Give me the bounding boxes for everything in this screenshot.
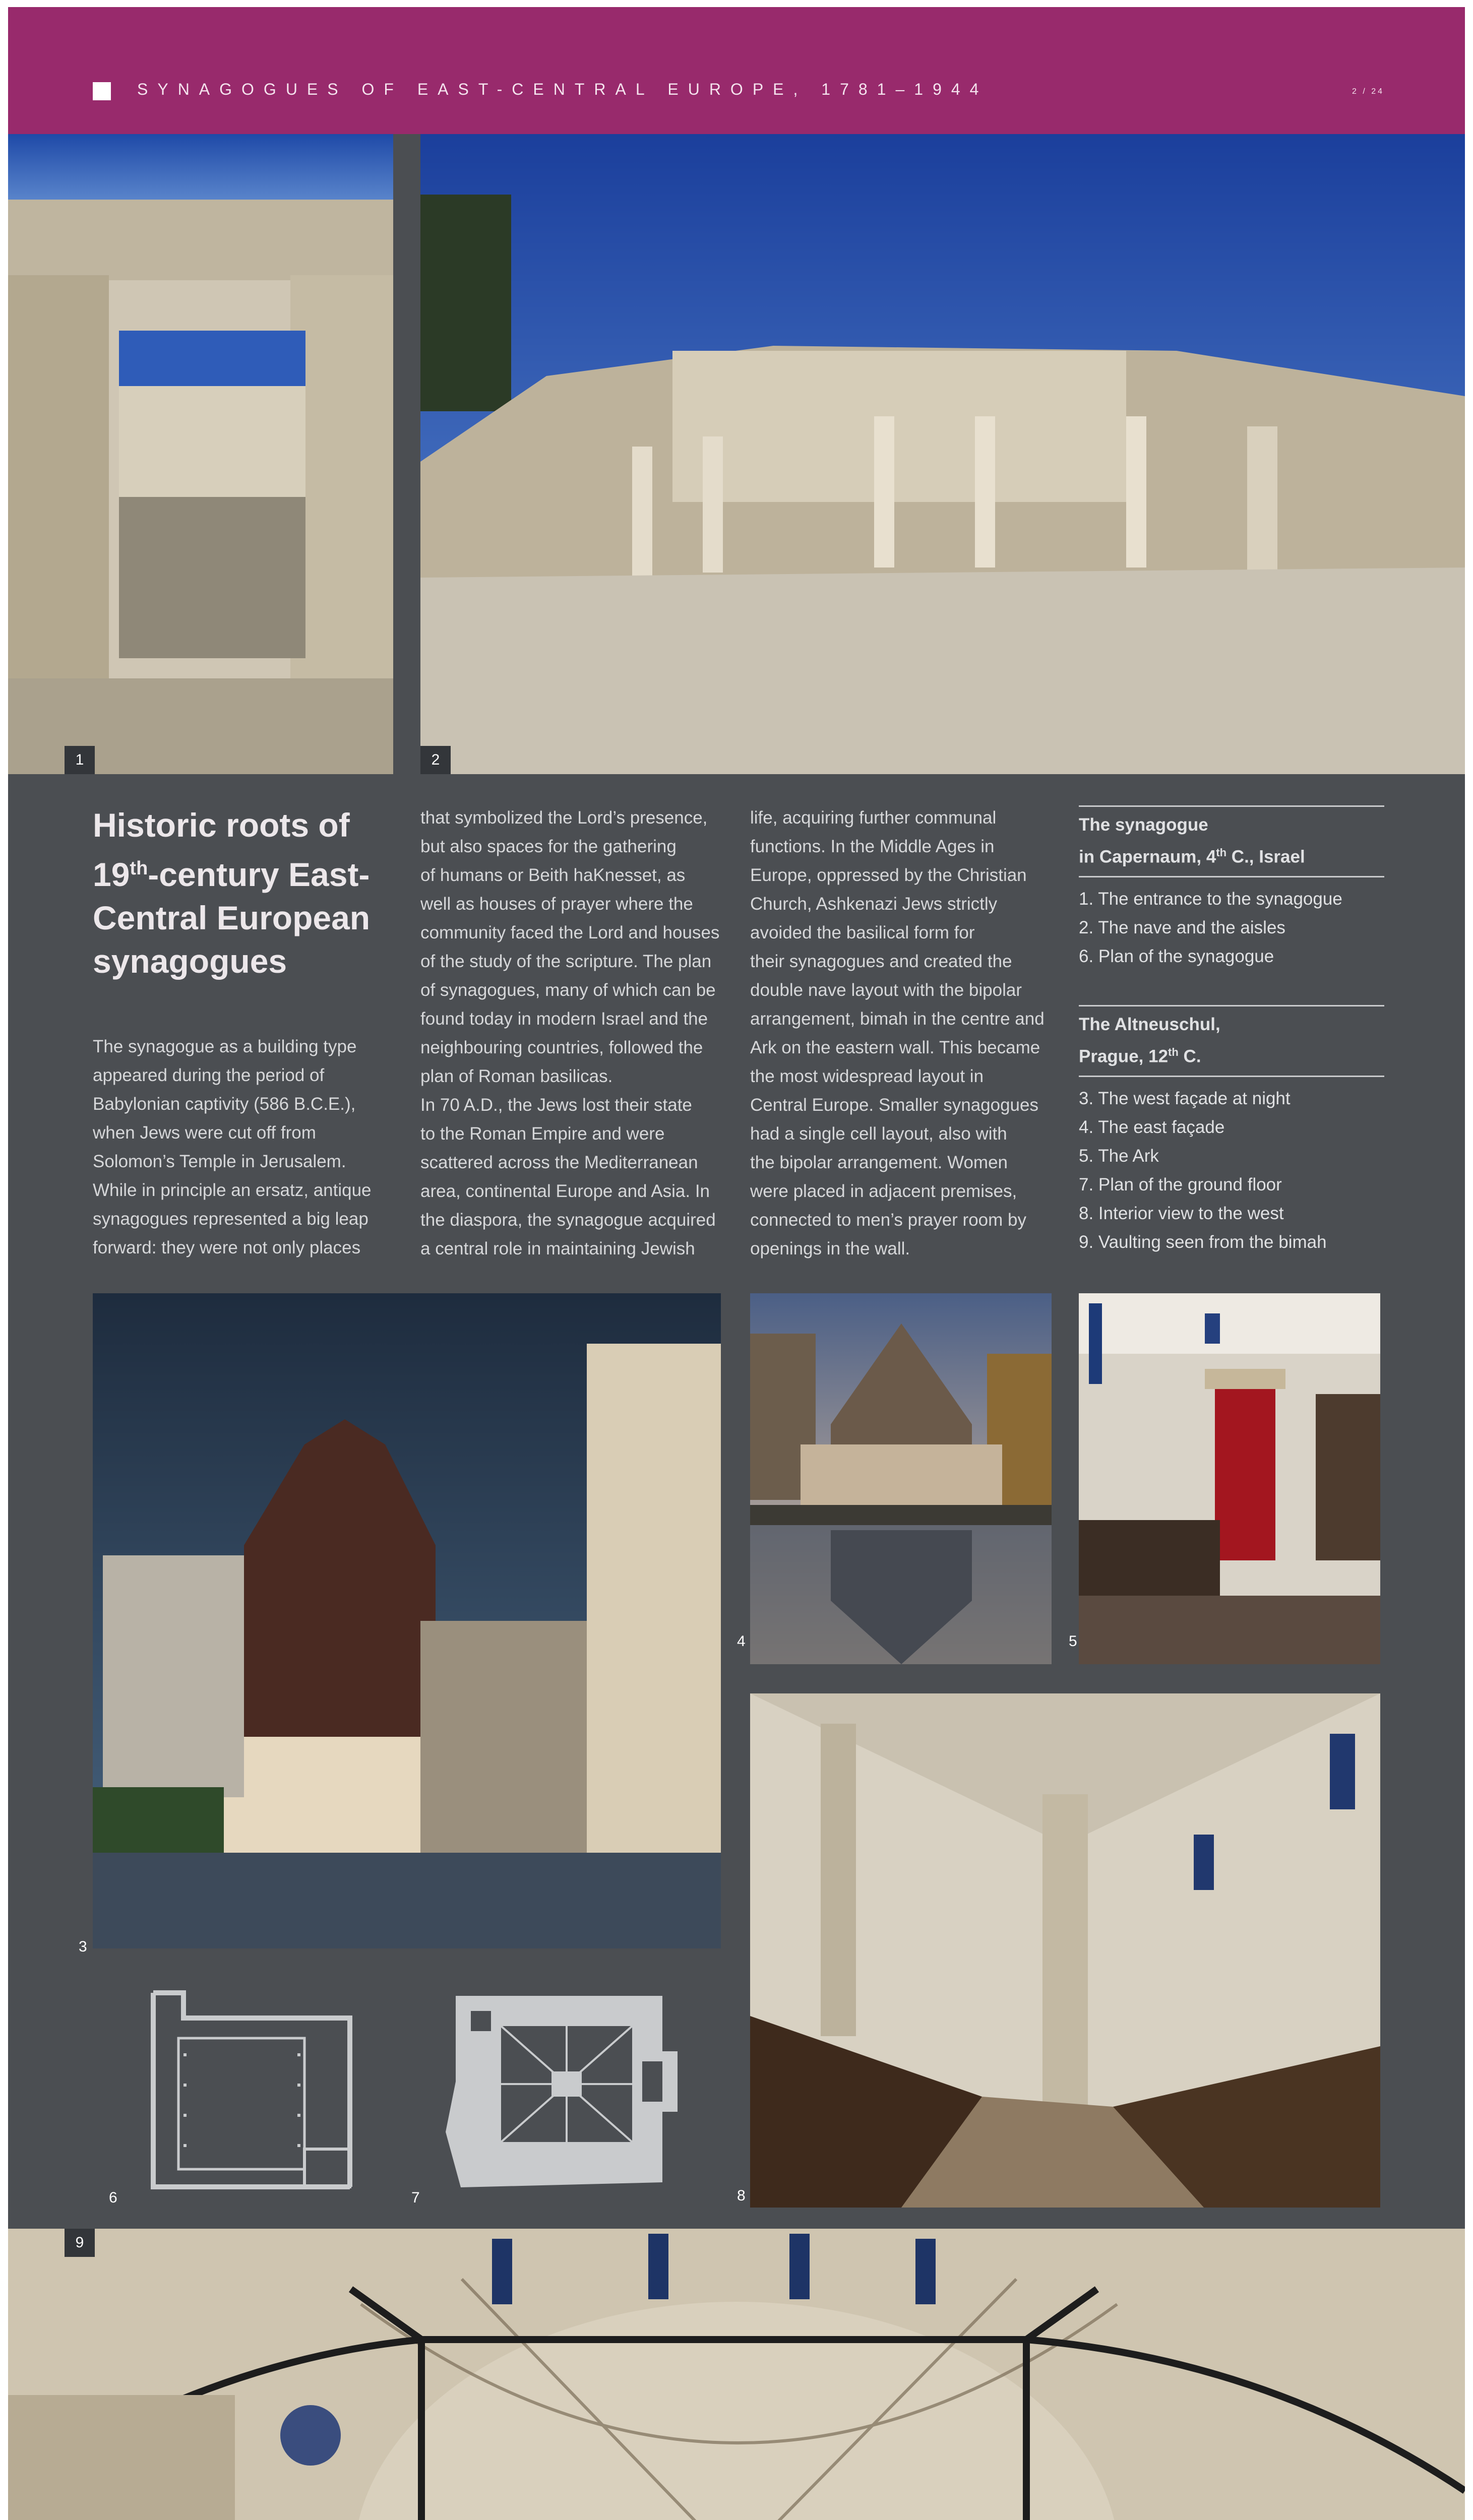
figure-number-5: 5	[1069, 1633, 1077, 1650]
legend-item: 2. The nave and the aisles	[1079, 917, 1285, 937]
figure-number-4: 4	[737, 1633, 746, 1650]
photo-altneuschul-ark	[1079, 1293, 1380, 1664]
legend-item: 9. Vaulting seen from the bimah	[1079, 1232, 1327, 1252]
divider	[1079, 805, 1384, 807]
photo-altneuschul-vaulting	[8, 2229, 1465, 2520]
legend-item: 7. Plan of the ground floor	[1079, 1174, 1282, 1194]
legend-title: The Altneuschul, Prague, 12th C.	[1079, 1015, 1220, 1066]
floor-plan-altneuschul	[441, 1991, 683, 2192]
poster	[8, 7, 1465, 2520]
legend-title: The synagogue in Capernaum, 4th C., Israel	[1079, 815, 1305, 867]
photo-altneuschul-west-facade	[93, 1293, 721, 1948]
figure-number-1: 1	[65, 746, 95, 774]
heading-line-2: 19th-century East-	[93, 856, 370, 893]
body-column-3: life, acquiring further communal functions. In the Middle Ages in Europe, oppressed by the Christian Church, Ashkenazi Jews strictly avoided the basilical form for their synagogues and created the double nave layout with the bipolar arrangement, bimah in the centre and Ark on the eastern wall. This became the most widespread layout in Central Europe. Smaller synagogues had a single cell layout, also with the bipolar arrangement. Women were placed in adjacent premises, connected to men’s prayer room by openings in the wall.	[750, 808, 1045, 1258]
photo-capernaum-entrance	[8, 134, 393, 774]
legend-item: 1. The entrance to the synagogue	[1079, 889, 1342, 909]
figure-number-6: 6	[109, 2189, 117, 2206]
heading-line-1: Historic roots of	[93, 806, 350, 844]
section-heading	[93, 803, 405, 983]
series-title: SYNAGOGUES OF EAST-CENTRAL EUROPE, 1781–1944	[137, 80, 989, 98]
photo-capernaum-nave	[420, 134, 1465, 774]
legend-item: 8. Interior view to the west	[1079, 1203, 1284, 1223]
floor-plan-capernaum	[138, 1988, 370, 2194]
photo-altneuschul-east-facade	[750, 1293, 1052, 1664]
body-column-2: that symbolized the Lord’s presence, but also spaces for the gathering of humans or Beith haKnesset, as well as houses of prayer where the community faced the Lord and houses of the study of the scripture. The plan of synagogues, many of which can be found today in modern Israel and the neighbouring countries, followed the plan of Roman basilicas. In 70 A.D., the Jews lost their state to the Roman Empire and were scattered across the Mediterranean area, continental Europe and Asia. In the diaspora, the synagogue acquired a central role in maintaining Jewish	[420, 808, 720, 1258]
header-band	[8, 7, 1465, 134]
figure-number-3: 3	[79, 1938, 87, 1955]
legend-capernaum	[1079, 805, 1384, 971]
divider	[1079, 1005, 1384, 1006]
figure-number-2: 2	[420, 746, 451, 774]
legend-item: 6. Plan of the synagogue	[1079, 946, 1274, 966]
body-column-1: The synagogue as a building type appeared during the period of Babylonian captivity (586 B.C.E.), when Jews were cut off from Solomon’s Temple in Jerusalem. While in principle an ersatz, antique synagogues represented a big leap forward: they were not only places	[93, 1037, 372, 1257]
page-number: 2 / 24	[1352, 87, 1384, 96]
legend-item: 4. The east façade	[1079, 1117, 1225, 1137]
square-bullet-icon	[93, 82, 111, 100]
heading-line-4: synagogues	[93, 942, 287, 980]
heading-line-3: Central European	[93, 899, 371, 936]
figure-number-7: 7	[411, 2189, 420, 2206]
legend-altneuschul	[1079, 1005, 1384, 1256]
legend-item: 5. The Ark	[1079, 1146, 1159, 1166]
legend-item: 3. The west façade at night	[1079, 1088, 1291, 1108]
figure-number-8: 8	[737, 2187, 746, 2204]
figure-number-9: 9	[65, 2229, 95, 2257]
photo-altneuschul-interior-west	[750, 1693, 1380, 2208]
